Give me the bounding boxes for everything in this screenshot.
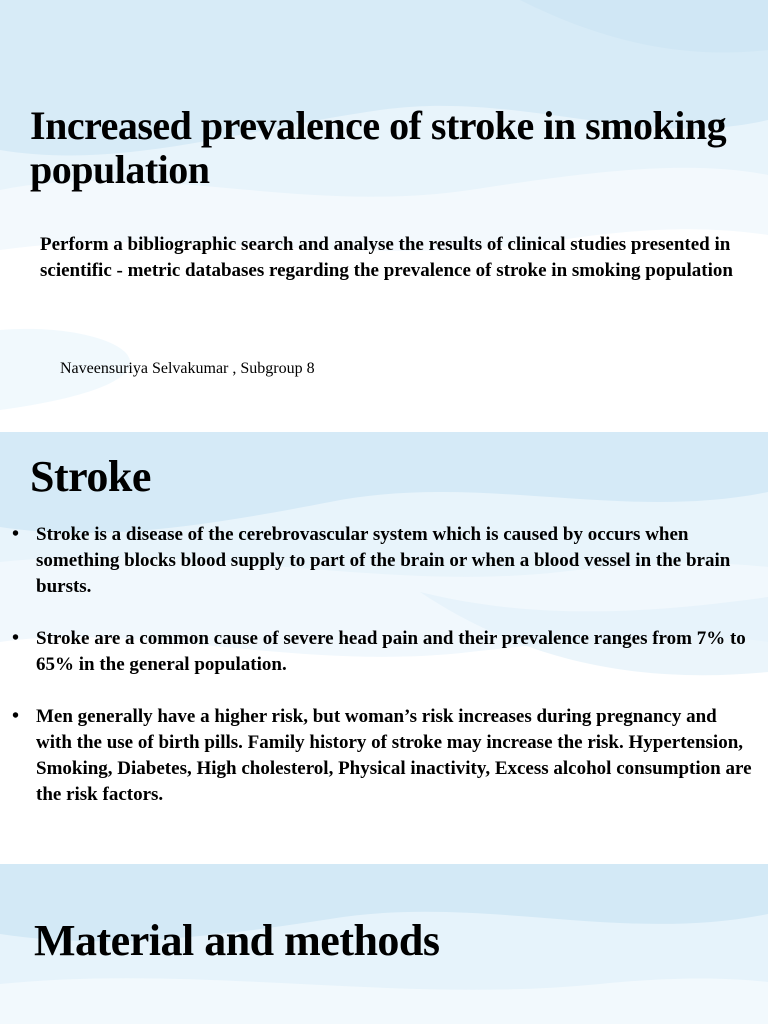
slide-3 [0,864,768,1024]
bullet-text: Men generally have a higher risk, but woman’s risk increases during pregnancy and with the use of birth pills. Family history of stroke may increase the risk. Hypertension, Smoking, Diabetes, High cholesterol, Physical inactivity, Excess alcohol consumption are the risk factors. [36,706,752,805]
bullet-item [0,522,768,600]
bullet-dot-icon: • [12,705,20,727]
slide-1 [0,0,768,432]
slide-2-bullet-list [0,522,768,834]
bullet-item [0,626,768,678]
slide-3-title: Material and methods [34,916,440,965]
slide-2 [0,432,768,864]
slide-2-title: Stroke [30,452,151,501]
bullet-text: Stroke are a common cause of severe head pain and their prevalence ranges from 7% to 65% in the general population. [36,628,746,675]
bullet-item [0,704,768,808]
slide-1-title: Increased prevalence of stroke in smoking population [30,103,727,192]
bullet-dot-icon: • [12,523,20,545]
slide-1-author: Naveensuriya Selvakumar , Subgroup 8 [60,360,315,377]
bullet-text: Stroke is a disease of the cerebrovascular system which is caused by occurs when something blocks blood supply to part of the brain or when a blood vessel in the brain bursts. [36,524,731,597]
bullet-dot-icon: • [12,627,20,649]
slide-1-subtitle: Perform a bibliographic search and analyse the results of clinical studies presented in scientific - metric databases regarding the prevalence of stroke in smoking population [40,234,733,281]
